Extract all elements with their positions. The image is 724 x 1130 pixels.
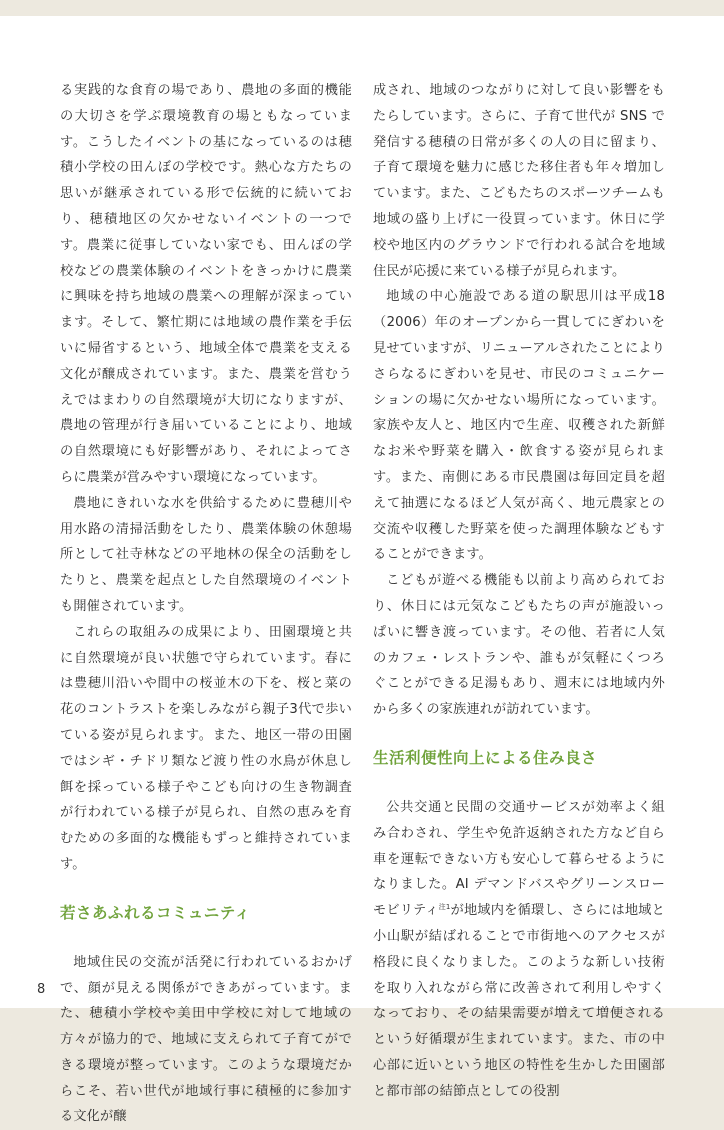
section-heading-convenience: 生活利便性向上による住み良さ [373, 748, 598, 767]
paragraph: 農地にきれいな水を供給するために豊穂川や用水路の清掃活動をしたり、農業体験の休憩場所として社寺林などの平地林の保全の活動をしたりと、農業を起点とした自然環境のイベントも開催されています。 [60, 495, 352, 614]
paragraph: 地域住民の交流が活発に行われているおかげで、顔が見える関係ができあがっています。また、穂積小学校や美田中学校に対して地域の方々が協力的で、地域に支えられて子育てができる環境が整っています。このような環境だからこそ、若い世代が地域行事に積極的に参加する文化が醸 [60, 954, 352, 1125]
page-number: 8 [37, 982, 46, 997]
paragraph-text: が地域内を循環し、さらには地域と小山駅が結ばれることで市街地へのアクセスが格段に良くなりました。このような新しい技術を取り入れながら常に改善されて利用しやすくなっており、その結果需要が増えて増便されるという好循環が生まれています。また、市の中心部に近いという地区の特性を生かした田園部と都市部の結節点としての役割 [373, 903, 665, 1099]
paragraph [373, 795, 665, 1105]
document-page [0, 16, 724, 1125]
paragraph: 地域の中心施設である道の駅思川は平成18（2006）年のオープンから一貫してにぎわいを見せていますが、リニューアルされたことによりさらなるにぎわいを見せ、市民のコミュニケーションの場に欠かせない場所になっています。家族や友人と、地区内で生産、収穫された新鮮なお米や野菜を購入・飲食する姿が見られます。また、南側にある市民農園は毎回定員を超えて抽選になるほど人気が高く、地元農家との交流や収穫した野菜を使った調理体験などもすることができます。 [373, 289, 665, 563]
section-heading-community: 若さあふれるコミュニティ [60, 903, 251, 922]
footnote-marker: 注1 [438, 903, 451, 912]
paragraph: る実践的な食育の場であり、農地の多面的機能の大切さを学ぶ環境教育の場ともなっています。こうしたイベントの基になっているのは穂積小学校の田んぼの学校です。熱心な方たちの思いが継承されている形で伝統的に続いており、穂積地区の欠かせないイベントの一つです。農業に従事していない家でも、田んぼの学校などの農業体験のイベントをきっかけに農業に興味を持ち地域の農業への理解が深まっています。そして、繁忙期には地域の農作業を手伝いに帰省するという、地域全体で農業を支える文化が醸成されています。また、農業を営むうえではまわりの自然環境が大切になりますが、農地の管理が行き届いていることにより、地域の自然環境にも好影響があり、それによってさらに農業が営みやすい環境になっています。 [60, 83, 352, 485]
paragraph-text: 公共交通と民間の交通サービスが効率よく組み合わされ、学生や免許返納された方など自ら車を運転できない方も安心して暮らせるようになりました。AI デマンドバスやグリーンスローモビリティ [373, 799, 665, 919]
paragraph: こどもが遊べる機能も以前より高められており、休日には元気なこどもたちの声が施設いっぱいに響き渡っています。その他、若者に人気のカフェ・レストランや、誰もが気軽にくつろぐことができる足湯もあり、週末には地域内外から多くの家族連れが訪れています。 [373, 573, 665, 718]
paragraph: これらの取組みの成果により、田園環境と共に自然環境が良い状態で守られています。春には豊穂川沿いや間中の桜並木の下を、桜と菜の花のコントラストを楽しみながら親子3代で歩いている姿が見られます。また、地区一帯の田園ではシギ・チドリ類など渡り性の水鳥が休息し餌を採っている様子やこども向けの生き物調査が行われている様子が見られ、自然の恵みを育むための多面的な機能もずっと維持されています。 [60, 624, 352, 872]
left-column [60, 78, 352, 1130]
paragraph: 成され、地域のつながりに対して良い影響をもたらしています。さらに、子育て世代が SNS で発信する穂積の日常が多くの人の目に留まり、子育て環境を魅力に感じた移住者も年々増加しています。また、こどもたちのスポーツチームも地域の盛り上げに一役買っています。休日に学校や地区内のグラウンドで行われる試合を地域住民が応援に来ている様子が見られます。 [373, 83, 665, 279]
right-column [373, 78, 665, 1104]
